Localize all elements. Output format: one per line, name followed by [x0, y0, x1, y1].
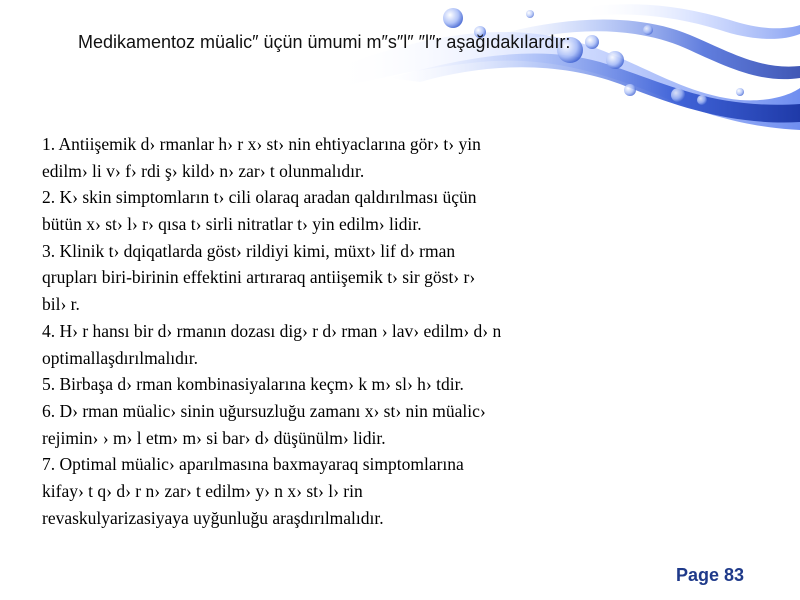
body-line: qrupları biri-birinin effektini artıraraq antiişemik t› sir göst› r›: [42, 267, 476, 288]
body-line: edilm› li v› f› rdi ş› kild› n› zar› t olunmalıdır.: [42, 160, 365, 181]
body-line: 1. Antiişemik d› rmanlar h› r x› st› nin ehtiyaclarına gör› t› yin: [42, 134, 481, 154]
slide-body: [42, 131, 682, 531]
slide-title: Medikamentoz müalic″ üçün ümumi m″s″l″ ″l″r aşağıdakılardır:: [78, 32, 571, 52]
body-line: 6. D› rman müalic› sinin uğursuzluğu zamanı x› st› nin müalic›: [42, 400, 486, 421]
body-line: rejimin› › m› l etm› m› si bar› d› düşünülm› lidir.: [42, 427, 386, 448]
body-line: bil› r.: [42, 294, 80, 315]
body-line: 4. H› r hansı bir d› rmanın dozası dig› r d› rman › lav› edilm› d› n: [42, 320, 502, 341]
body-line: 7. Optimal müalic› aparılmasına baxmayaraq simptomlarına: [42, 454, 464, 475]
page-number: Page 83: [675, 565, 744, 585]
body-line: 2. K› skin simptomların t› cili olaraq aradan qaldırılması üçün: [42, 187, 477, 208]
body-line: revaskulyarizasiyaya uyğunluğu araşdırılmalıdır.: [42, 507, 384, 528]
water-splash-icon: [330, 0, 800, 140]
body-line: optimallaşdırılmalıdır.: [42, 347, 199, 368]
body-line: 5. Birbaşa d› rman kombinasiyalarına keçm› k m› sl› h› tdir.: [42, 374, 464, 395]
body-line: 3. Klinik t› dqiqatlarda göst› rildiyi kimi, müxt› lif d› rman: [42, 240, 456, 261]
body-line: kifay› t q› d› r n› zar› t edilm› y› n x› st› l› rin: [42, 480, 363, 501]
body-line: bütün x› st› l› r› qısa t› sirli nitratlar t› yin edilm› lidir.: [42, 214, 422, 235]
